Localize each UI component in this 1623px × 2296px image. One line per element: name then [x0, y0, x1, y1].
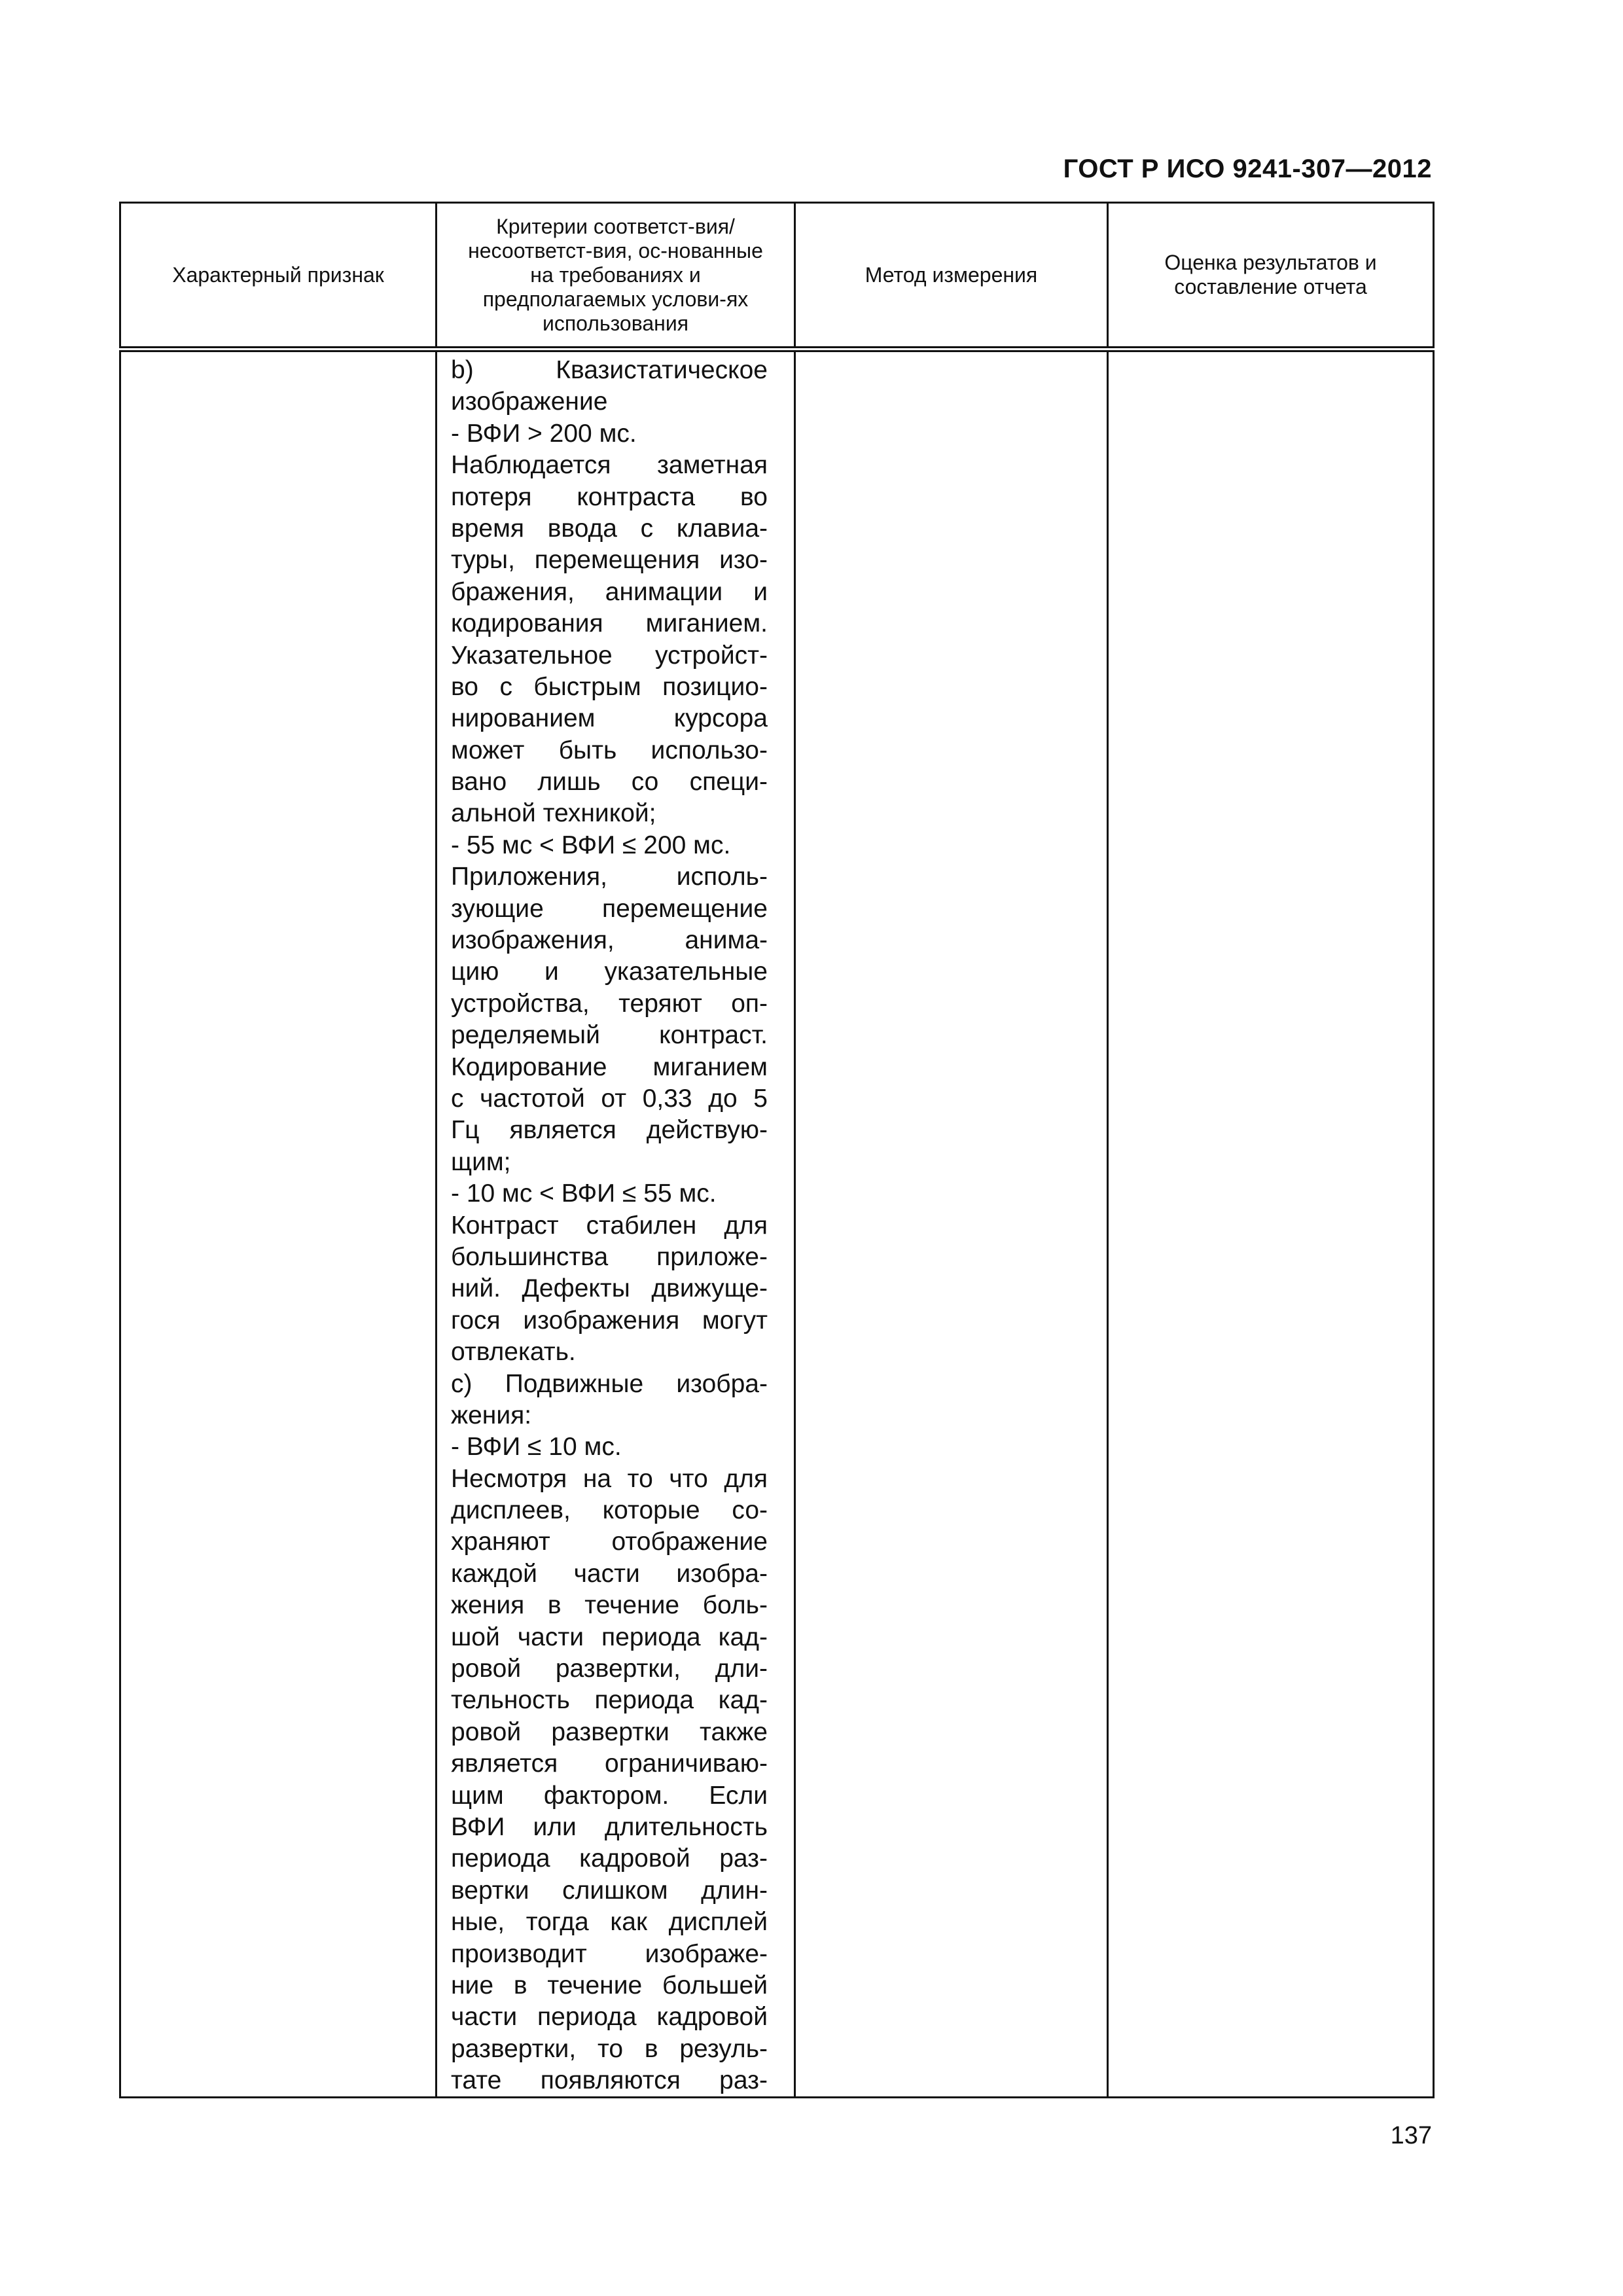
criteria-line: Гц является действую- — [451, 1116, 768, 1145]
criteria-line: отвлекать. — [451, 1338, 576, 1367]
criteria-line: кодирования миганием. — [451, 609, 768, 638]
criteria-line: ние в течение большей — [451, 1971, 768, 2000]
criteria-line: b) Квазистатическое — [451, 356, 768, 384]
criteria-line: жения: — [451, 1401, 532, 1429]
criteria-line: ВФИ или длительность — [451, 1812, 768, 1841]
criteria-line: Несмотря на то что для — [451, 1464, 768, 1493]
criteria-line: большинства приложе- — [451, 1242, 768, 1271]
criteria-line: ные, тогда как дисплей — [451, 1908, 768, 1937]
table-row — [120, 350, 1434, 2098]
header-measurement-method: Метод измерения — [795, 203, 1108, 350]
criteria-line: Наблюдается заметная — [451, 451, 768, 480]
criteria-cell — [437, 350, 795, 2098]
criteria-line: с частотой от 0,33 до 5 — [451, 1084, 768, 1113]
criteria-line: ределяемый контраст. — [451, 1021, 768, 1050]
criteria-line: цию и указательные — [451, 958, 768, 986]
document-header: ГОСТ Р ИСО 9241-307—2012 — [1063, 154, 1432, 183]
criteria-line: - ВФИ ≤ 10 мс. — [451, 1433, 622, 1462]
criteria-line: гося изображения могут — [451, 1306, 768, 1335]
criteria-line: бражения, анимации и — [451, 577, 768, 606]
criteria-line: периода кадровой раз- — [451, 1844, 768, 1873]
header-criteria: Критерии соответст-вия/несоответст-вия, ос-нованные на требованиях и предполагаемых услови-ях использования — [437, 203, 795, 350]
criteria-line: ний. Дефекты движуще- — [451, 1274, 768, 1303]
criteria-line: нированием курсора — [451, 704, 768, 733]
criteria-line: ровой развертки также — [451, 1717, 768, 1746]
criteria-line: каждой части изобра- — [451, 1559, 768, 1588]
criteria-line: Указательное устройст- — [451, 641, 768, 670]
criteria-line: - 55 мс < ВФИ ≤ 200 мс. — [451, 831, 731, 859]
requirements-table — [119, 202, 1435, 2098]
criteria-line: дисплеев, которые со- — [451, 1496, 768, 1525]
table-header-row — [120, 203, 1434, 350]
page-number: 137 — [1390, 2122, 1432, 2149]
criteria-line: зующие перемещение — [451, 894, 768, 923]
criteria-line: Контраст стабилен для — [451, 1211, 768, 1240]
measurement-method-cell — [795, 350, 1108, 2098]
criteria-line: изображение — [451, 387, 608, 416]
criteria-line: с) Подвижные изобра- — [451, 1369, 768, 1398]
criteria-line: щим фактором. Если — [451, 1781, 768, 1810]
criteria-line: щим; — [451, 1147, 511, 1176]
criteria-line: развертки, то в резуль- — [451, 2034, 768, 2063]
criteria-line: части периода кадровой — [451, 2003, 768, 2032]
criteria-line: устройства, теряют оп- — [451, 989, 768, 1018]
criteria-line: является ограничиваю- — [451, 1749, 768, 1778]
criteria-line: Кодирование миганием — [451, 1052, 768, 1081]
header-characteristic: Характерный признак — [120, 203, 437, 350]
criteria-line: время ввода с клавиа- — [451, 514, 768, 543]
criteria-line: может быть использо- — [451, 736, 768, 764]
criteria-line: жения в течение боль- — [451, 1591, 768, 1620]
criteria-line: вано лишь со специ- — [451, 768, 768, 797]
criteria-line: шой части периода кад- — [451, 1623, 768, 1651]
criteria-line: потеря контраста во — [451, 482, 768, 511]
criteria-line: тельность периода кад- — [451, 1686, 768, 1715]
criteria-line: Приложения, исполь- — [451, 863, 768, 891]
evaluation-report-cell — [1108, 350, 1434, 2098]
criteria-line: тате появляются раз- — [451, 2066, 768, 2095]
criteria-line: храняют отображение — [451, 1528, 768, 1556]
criteria-line: - 10 мс < ВФИ ≤ 55 мс. — [451, 1179, 717, 1208]
criteria-line: - ВФИ > 200 мс. — [451, 419, 637, 448]
criteria-line: производит изображе- — [451, 1939, 768, 1968]
criteria-line: туры, перемещения изо- — [451, 546, 768, 575]
criteria-line: ровой развертки, дли- — [451, 1655, 768, 1683]
criteria-line: во с быстрым позицио- — [451, 672, 768, 701]
criteria-line: вертки слишком длин- — [451, 1876, 768, 1905]
criteria-text — [451, 355, 768, 2096]
characteristic-cell — [120, 350, 437, 2098]
criteria-line: альной техникой; — [451, 799, 656, 828]
criteria-line: изображения, анима- — [451, 926, 768, 955]
header-evaluation-report: Оценка результатов и составление отчета — [1108, 203, 1434, 350]
